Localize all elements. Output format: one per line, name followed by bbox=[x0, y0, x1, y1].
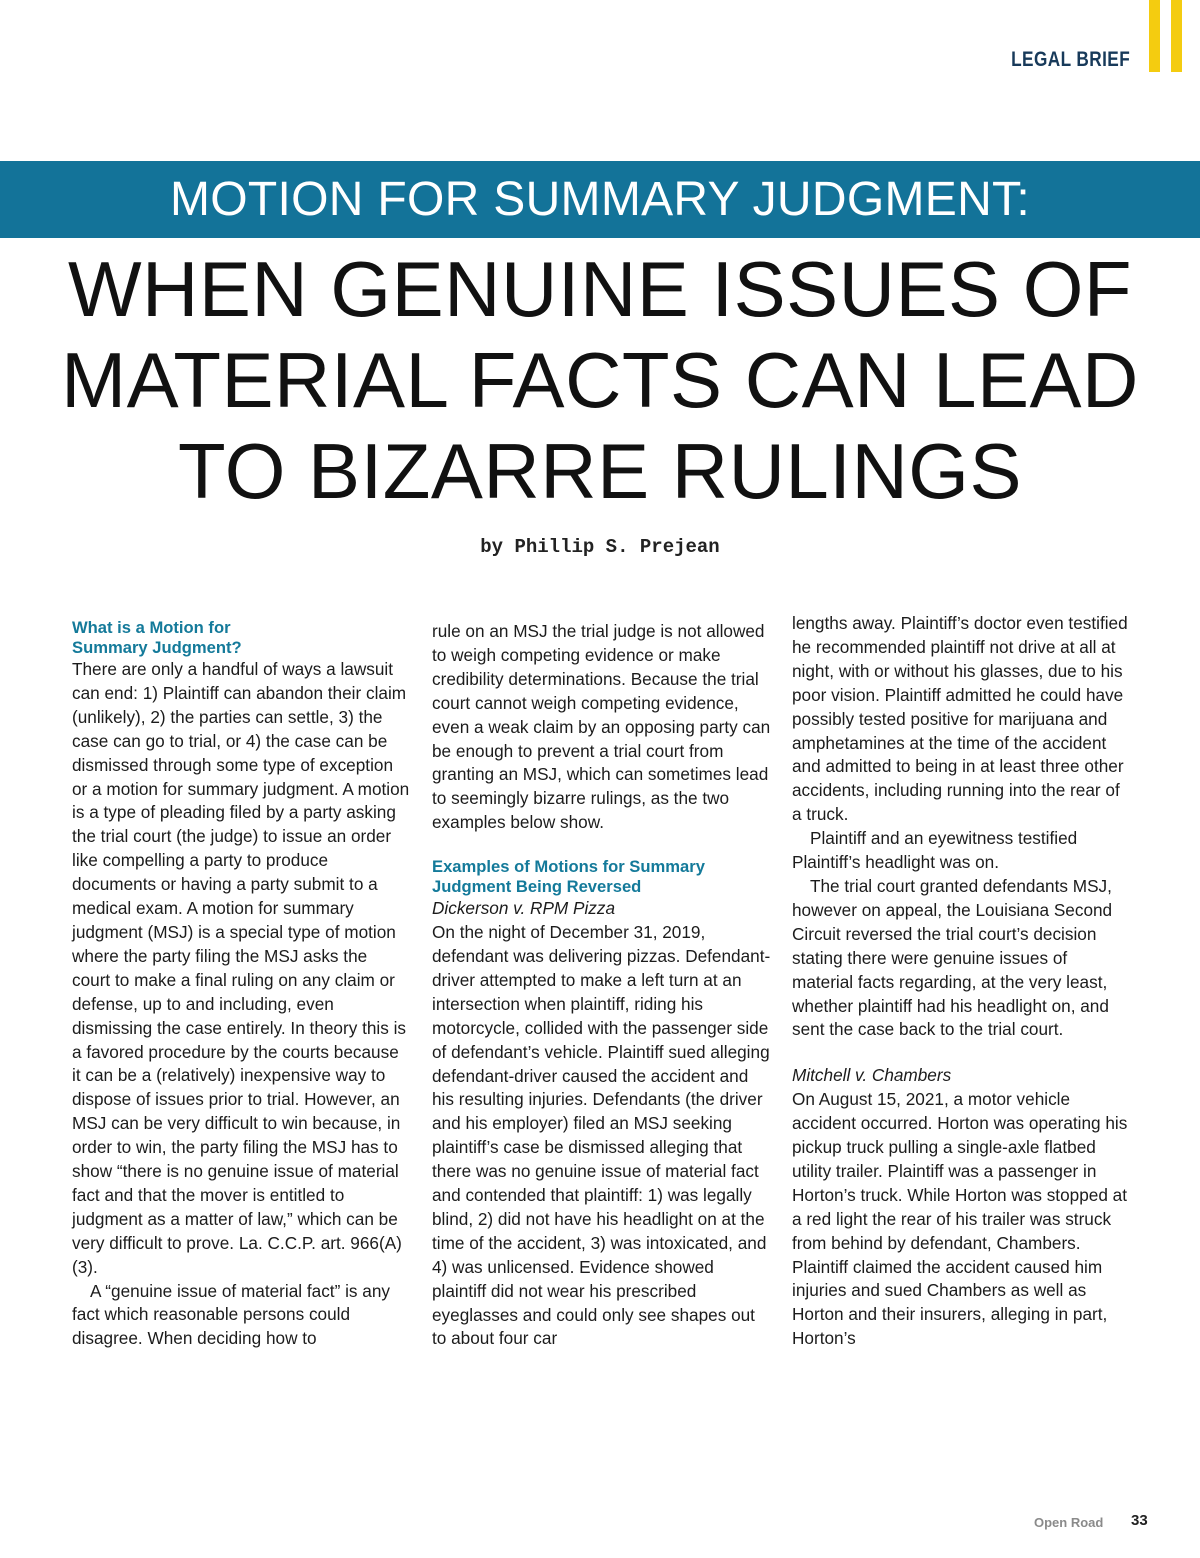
title-kicker: MOTION FOR SUMMARY JUDGMENT: bbox=[170, 173, 1030, 226]
accent-bar-left bbox=[1149, 0, 1160, 72]
article-title-line-2: MATERIAL FACTS CAN LEAD bbox=[61, 336, 1139, 424]
case-title-dickerson: Dickerson v. RPM Pizza bbox=[432, 898, 616, 919]
subhead-what-is-msj: What is a Motion for Summary Judgment? bbox=[72, 618, 242, 657]
title-band bbox=[0, 161, 1200, 238]
paragraph-gap bbox=[432, 835, 772, 857]
article-title-line-3: TO BIZARRE RULINGS bbox=[177, 427, 1023, 515]
paragraph: On August 15, 2021, a motor vehicle accident occurred. Horton was operating his pickup truck pulling a single-axle flatbed utility trailer. Plaintiff was a passenger in Horton’s truck. While Horton was stopped at a red light the rear of his trailer was struck from behind by defendant, Chambers. Plaintiff claimed the accident caused him injuries and sued Chambers as well as Horton and their insurers, alleging in part, Horton’s bbox=[792, 1089, 1128, 1349]
footer-publication: Open Road bbox=[1034, 1515, 1104, 1530]
column-3 bbox=[792, 612, 1132, 1351]
column-2 bbox=[432, 620, 772, 1351]
article-title-line-1: WHEN GENUINE ISSUES OF bbox=[67, 245, 1133, 333]
paragraph: On the night of December 31, 2019, defendant was delivering pizzas. Defendant-driver attempted to make a left turn at an intersection when plaintiff, riding his motorcycle, collided with the passenger side of defendant’s vehicle. Plaintiff sued alleging defendant-driver caused the accident and his resulting injuries. Defendants (the driver and his employer) filed an MSJ seeking plaintiff’s case be dismissed alleging that there was no genuine issue of material fact and contended that plaintiff: 1) was legally blind, 2) did not have his headlight on at the time of the accident, 3) was intoxicated, and 4) was unlicensed. Evidence showed plaintiff did not wear his prescribed eyeglasses and could only see shapes out to about four car bbox=[432, 922, 771, 1349]
column-1 bbox=[72, 618, 412, 1351]
article-title bbox=[40, 244, 1160, 517]
paragraph: rule on an MSJ the trial judge is not allowed to weigh competing evidence or make credibility determinations. Because the trial court cannot weigh competing evidence, even a weak claim by an opposing party can be enough to prevent a trial court from granting an MSJ, which can sometimes lead to seemingly bizarre rulings, as the two examples below show. bbox=[432, 621, 771, 833]
paragraph: Plaintiff and an eyewitness testified Plaintiff’s headlight was on. bbox=[792, 828, 1078, 873]
byline: by Phillip S. Prejean bbox=[480, 536, 720, 558]
paragraph-gap bbox=[792, 1042, 1132, 1064]
section-label: LEGAL BRIEF bbox=[1010, 48, 1130, 71]
paragraph: There are only a handful of ways a lawsuit can end: 1) Plaintiff can abandon their claim (unlikely), 2) the parties can settle, 3) the case can go to trial, or 4) the case can be dismissed through some type of exception or a motion for summary judgment. A motion is a type of pleading filed by a party asking the trial court (the judge) to issue an order like compelling a party to produce documents or having a party submit to a medical exam. A motion for summary judgment (MSJ) is a special type of motion where the party filing the MSJ asks the court to make a final ruling on any claim or defense, up to and including, even dismissing the case entirely. In theory this is a favored procedure by the courts because it can be a (relatively) inexpensive way to dispose of issues prior to trial. However, an MSJ can be very difficult to win because, in order to win, the party filing the MSJ has to show “there is no genuine issue of material fact and that the mover is entitled to judgment as a matter of law,” which can be very difficult to prove. La. C.C.P. art. 966(A)(3). bbox=[72, 659, 410, 1277]
paragraph: A “genuine issue of material fact” is any fact which reasonable persons could disagree. When deciding how to bbox=[72, 1280, 390, 1349]
paragraph: lengths away. Plaintiff’s doctor even testified he recommended plaintiff not drive at all at night, with or without his glasses, due to his poor vision. Plaintiff admitted he could have possibly tested positive for marijuana and amphetamines at the time of the accident and admitted to being in at least three other accidents, including running into the rear of a truck. bbox=[792, 613, 1128, 825]
accent-bar-right bbox=[1171, 0, 1182, 72]
paragraph: The trial court granted defendants MSJ, however on appeal, the Louisiana Second Circuit reversed the trial court’s decision stating there were genuine issues of material facts regarding, at the very least, whether plaintiff had his headlight on, and sent the case back to the trial court. bbox=[792, 875, 1113, 1040]
page-number: 33 bbox=[1131, 1512, 1148, 1529]
case-title-mitchell: Mitchell v. Chambers bbox=[792, 1065, 952, 1086]
subhead-examples: Examples of Motions for Summary Judgment Being Reversed bbox=[432, 857, 705, 897]
